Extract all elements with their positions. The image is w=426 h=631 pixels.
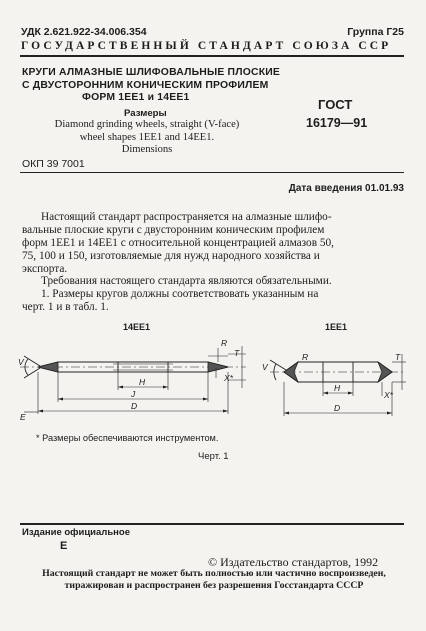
title-ru-line1: КРУГИ АЛМАЗНЫЕ ШЛИФОВАЛЬНЫЕ ПЛОСКИЕ [22,67,281,78]
copyright: © Издательство стандартов, 1992 [208,555,379,569]
reproduction-notice [22,568,406,591]
okp-rule [20,172,404,173]
figure-label-14ee1: 14EE1 [123,322,151,332]
title-en [23,119,271,157]
label-r-14ee1: R [221,338,228,348]
title-ru-line2: С ДВУСТОРОННИМ КОНИЧЕСКИМ ПРОФИЛЕМ [22,79,269,91]
body-paragraph-1 [22,211,406,276]
okp-code: ОКП 39 7001 [22,158,85,170]
label-x-1ee1: X* [384,390,393,400]
udk-code: УДК 2.621.922-34.006.354 [21,26,147,38]
body-line: черт. 1 и в табл. 1. [22,301,109,313]
title-ru-line3: ФОРМ 1EE1 и 14EE1 [82,92,190,103]
intro-date: Дата введения 01.01.93 [288,183,404,194]
title-ru-sub: Размеры [124,108,167,119]
figure-label-1ee1: 1EE1 [325,322,348,332]
title-en-line2: wheel shapes 1EE1 and 14EE1. [79,131,215,143]
footer-rule [20,523,404,525]
label-e-14ee1: E [20,412,26,422]
state-standard-heading: ГОСУДАРСТВЕННЫЙ СТАНДАРТ СОЮЗА ССР [21,40,392,52]
title-ru [22,67,280,105]
gost-label: ГОСТ [318,97,353,112]
notice-line2: тиражирован и распространен без разрешения Госстандарта СССР [64,579,364,591]
label-d-14ee1: D [131,401,138,411]
drawing-1ee1 [258,334,408,424]
body-line: 1. Размеры кругов должны соответствовать указанным на [41,288,319,300]
label-v-14ee1: V [18,357,24,367]
label-h-1ee1: H [334,383,341,393]
gost-number: 16179—91 [306,116,368,130]
body-line: форм 1EE1 и 14EE1 с относительной концентрацией алмазов 50, [22,237,334,249]
label-t-14ee1: T [234,348,240,358]
label-j-14ee1: J [131,389,136,399]
figure-caption: Черт. 1 [198,451,229,462]
figure-footnote: * Размеры обеспечиваются инструментом. [36,433,219,443]
label-h-14ee1: H [139,377,146,387]
body-line: экспорта. [22,263,68,275]
label-d-1ee1: D [334,403,341,413]
label-r-1ee1: R [302,352,309,362]
official-edition: Издание официальное [22,527,130,538]
body-line: 75, 100 и 150, изготовляемые для нужд народного хозяйства и [22,250,320,262]
body-line: Настоящий стандарт распространяется на алмазные шлифо- [41,211,332,223]
body-paragraph-2: Требования настоящего стандарта являются обязательными. [41,275,332,287]
body-line: вальные плоские круги с двусторонним коническим профилем [22,224,325,236]
body-paragraph-3 [22,288,406,314]
title-en-line3: Dimensions [121,144,173,155]
drawing-14ee1 [18,334,248,424]
label-x-14ee1: X* [224,373,233,383]
group-code: Группа Г25 [347,26,404,38]
header-rule [20,55,404,57]
label-t-1ee1: T [395,352,401,362]
label-v-1ee1: V [262,362,268,372]
notice-line1: Настоящий стандарт не может быть полностью или частично воспроизведен, [42,568,386,579]
title-en-line1: Diamond grinding wheels, straight (V-face) [54,119,240,130]
edition-letter: Е [60,540,68,552]
